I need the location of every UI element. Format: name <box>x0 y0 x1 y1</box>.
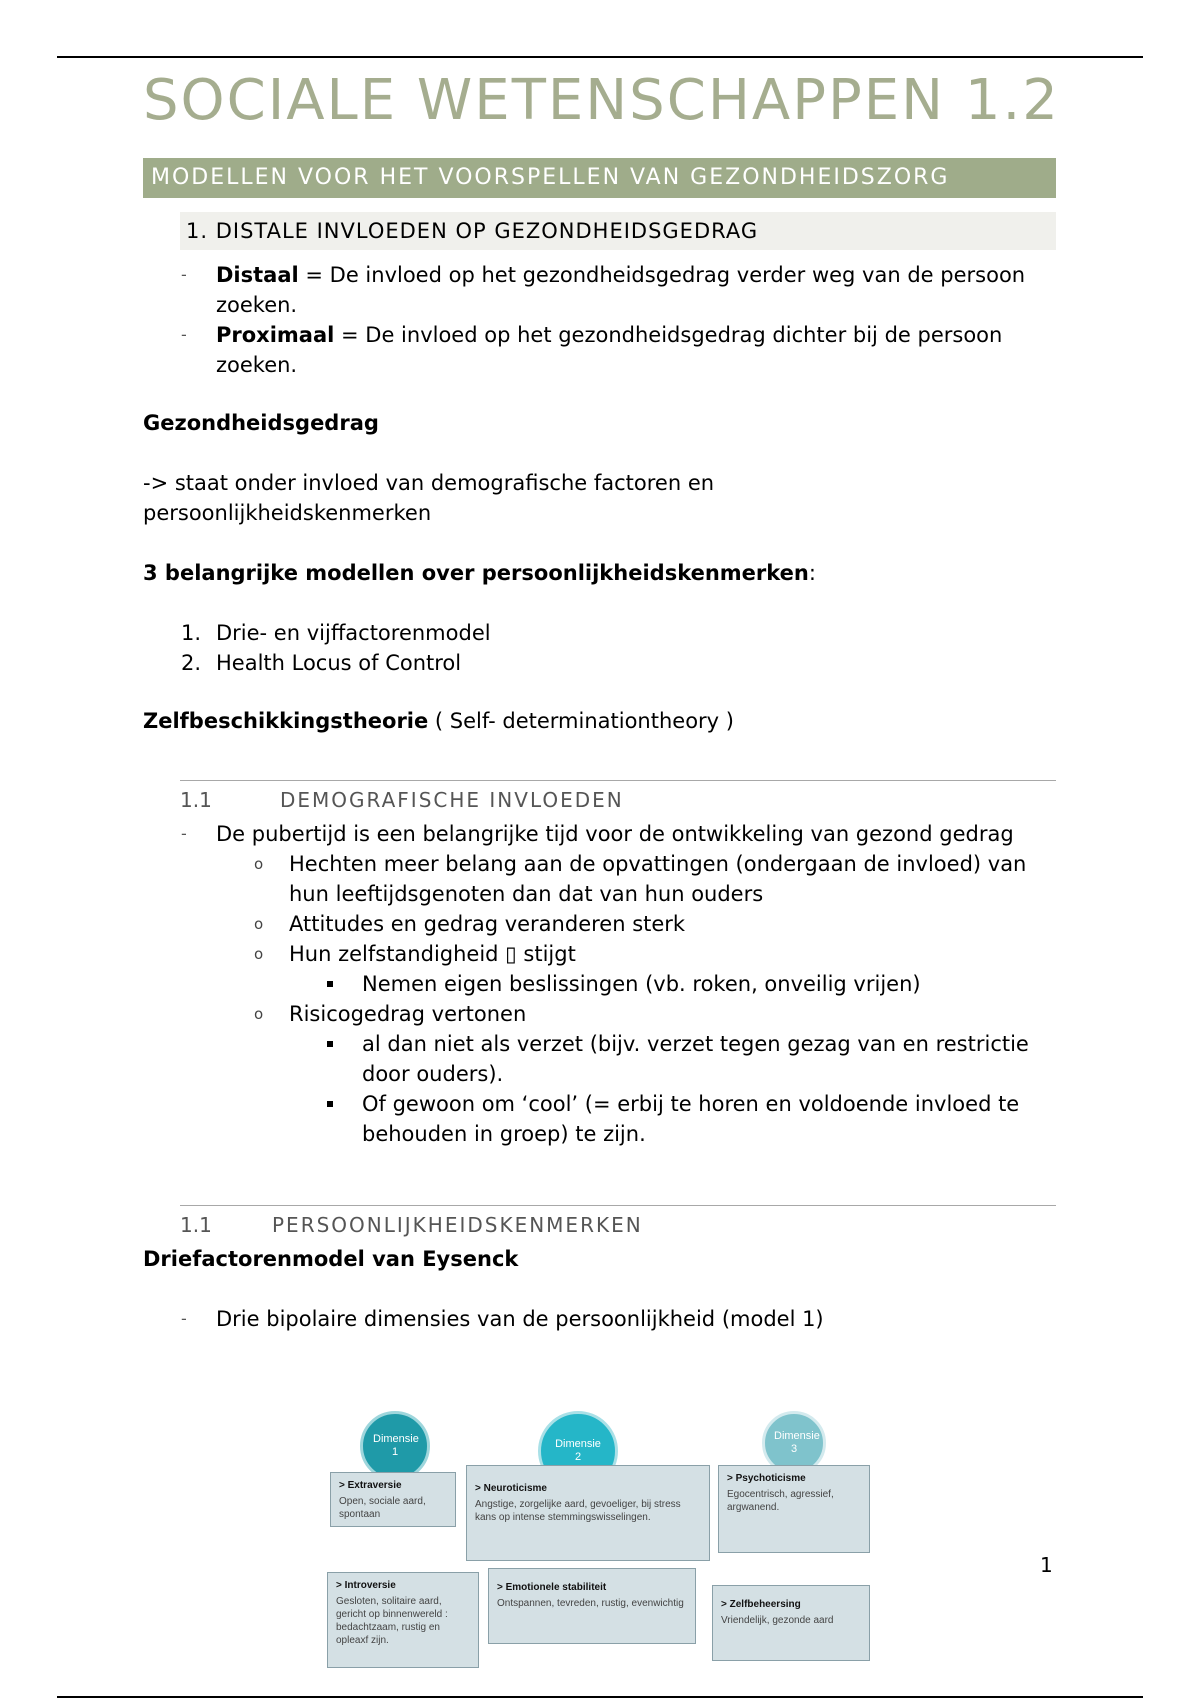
definition-proximaal: = De invloed op het gezondheidsgedrag dichter bij de persoon zoeken. <box>216 323 1003 377</box>
box-text: Open, sociale aard, spontaan <box>339 1496 426 1520</box>
list-number: 2. <box>181 651 202 675</box>
box-text: Ontspannen, tevreden, rustig, evenwichtig <box>497 1598 684 1609</box>
dimension-2-label: Dimensie 2 <box>555 1438 601 1463</box>
sub2-item-text: Nemen eigen beslissingen (vb. roken, onveilig vrijen) <box>362 972 921 996</box>
modellen-list <box>143 618 1056 678</box>
term-proximaal: Proximaal <box>216 323 335 347</box>
pubertijd-text: De pubertijd is een belangrijke tijd voor de ontwikkeling van gezond gedrag <box>216 822 1014 846</box>
list-item <box>143 618 1056 648</box>
box-text: Egocentrisch, agressief, argwanend. <box>727 1489 834 1513</box>
sub2-item <box>289 1089 1056 1149</box>
modellen-colon: : <box>808 561 816 585</box>
list-item <box>143 648 1056 678</box>
box-neuroticisme <box>466 1465 710 1561</box>
list-item <box>143 819 1056 1149</box>
page-title: SOCIALE WETENSCHAPPEN 1.2 <box>143 68 1060 133</box>
sub-item-text: Risicogedrag vertonen <box>289 1002 527 1026</box>
bottom-rule <box>57 1696 1143 1698</box>
definition-item <box>143 320 1056 380</box>
list-text: Health Locus of Control <box>216 651 462 675</box>
list-item <box>143 1304 1056 1334</box>
dimension-3-label: Dimensie 3 <box>774 1430 820 1455</box>
box-zelfbeheersing <box>712 1585 870 1661</box>
sub-item <box>216 909 1056 939</box>
gedrag-text: -> staat onder invloed van demografische factoren en persoonlijkheidskenmerken <box>143 471 715 525</box>
box-text: Vriendelijk, gezonde aard <box>721 1615 834 1626</box>
box-title: > Psychoticisme <box>727 1473 806 1484</box>
box-text: Gesloten, solitaire aard, gericht op binnenwereld : bedachtzaam, rustig en opleaxf zijn. <box>336 1596 448 1646</box>
eysenck-diagram <box>325 1405 870 1670</box>
gedrag-heading: Gezondheidsgedrag <box>143 411 379 435</box>
modellen-heading: 3 belangrijke modellen over persoonlijkheidskenmerken <box>143 561 809 585</box>
section-title: DEMOGRAFISCHE INVLOEDEN <box>280 788 624 812</box>
section-persoonlijkheid <box>180 1205 1056 1240</box>
chapter-band: MODELLEN VOOR HET VOORSPELLEN VAN GEZONDHEIDSZORG <box>143 158 1056 198</box>
zelf-text: ( Self- determinationtheory ) <box>428 709 734 733</box>
sub-item-text: Hechten meer belang aan de opvattingen (ondergaan de invloed) van hun leeftijdsgenoten dan dat van hun ouders <box>289 852 1027 906</box>
section-number: 1.1 <box>180 1213 212 1237</box>
eysenck-list <box>143 1304 1056 1334</box>
sub2-item-text: Of gewoon om ‘cool’ (= erbij te horen en voldoende invloed te behouden in groep) te zijn. <box>362 1092 1020 1146</box>
box-title: > Zelfbeheersing <box>721 1599 801 1610</box>
document-body <box>143 258 1056 1334</box>
box-emotionele-stabiliteit <box>488 1568 696 1644</box>
box-title: > Extraversie <box>339 1480 402 1491</box>
top-rule <box>57 56 1143 58</box>
dimension-1-label: Dimensie 1 <box>373 1433 419 1458</box>
page-number: 1 <box>1040 1553 1053 1577</box>
sub2-item <box>289 969 1056 999</box>
zelf-term: Zelfbeschikkingstheorie <box>143 709 429 733</box>
section-number: 1.1 <box>180 788 212 812</box>
eysenck-item: Drie bipolaire dimensies van de persoonlijkheid (model 1) <box>216 1307 824 1331</box>
demografisch-list <box>143 819 1056 1149</box>
heading-distale: 1. DISTALE INVLOEDEN OP GEZONDHEIDSGEDRAG <box>180 212 1056 250</box>
sub2-list <box>289 1029 1056 1149</box>
box-title: > Introversie <box>336 1580 396 1591</box>
sub-item-text: Hun zelfstandigheid ▯ stijgt <box>289 942 576 966</box>
sub-item <box>216 849 1056 909</box>
sub2-list <box>289 969 1056 999</box>
sub-item <box>216 999 1056 1149</box>
sub-item <box>216 939 1056 999</box>
sub-list <box>216 849 1056 1149</box>
dimension-1-circle <box>360 1411 430 1481</box>
term-distaal: Distaal <box>216 263 299 287</box>
eysenck-heading: Driefactorenmodel van Eysenck <box>143 1247 519 1271</box>
sub2-item <box>289 1029 1056 1089</box>
sub2-item-text: al dan niet als verzet (bijv. verzet tegen gezag van en restrictie door ouders). <box>362 1032 1029 1086</box>
definition-distaal: = De invloed op het gezondheidsgedrag verder weg van de persoon zoeken. <box>216 263 1026 317</box>
list-number: 1. <box>181 621 202 645</box>
box-text: Angstige, zorgelijke aard, gevoeliger, bij stress kans op intense stemmingswisselingen. <box>475 1499 681 1523</box>
box-title: > Emotionele stabiliteit <box>497 1582 607 1593</box>
list-text: Drie- en vijffactorenmodel <box>216 621 491 645</box>
box-psychoticisme <box>718 1465 870 1553</box>
box-extraversie <box>330 1472 456 1527</box>
definition-item <box>143 260 1056 320</box>
box-title: > Neuroticisme <box>475 1483 547 1494</box>
section-title: PERSOONLIJKHEIDSKENMERKEN <box>272 1213 643 1237</box>
box-introversie <box>327 1572 479 1668</box>
sub-item-text: Attitudes en gedrag veranderen sterk <box>289 912 686 936</box>
section-demografisch <box>180 780 1056 815</box>
definition-list <box>143 260 1056 380</box>
